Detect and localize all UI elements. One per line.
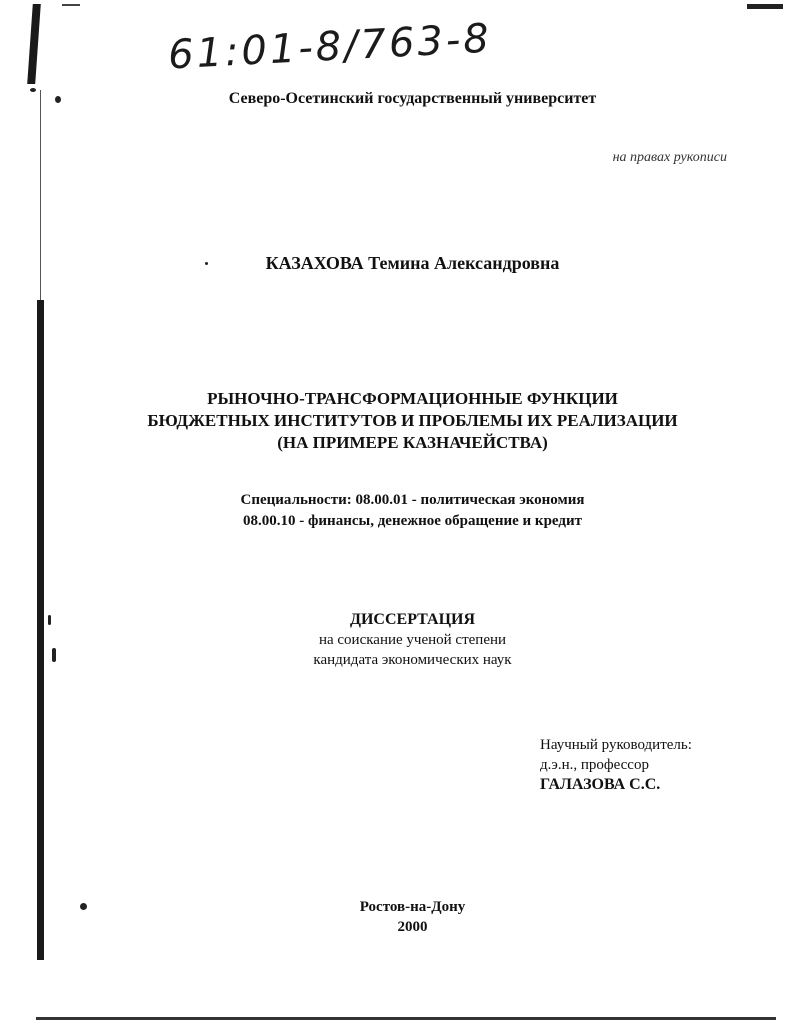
handwritten-archive-number: 61:01-8/763-8 [167,15,493,79]
supervisor-degree: д.э.н., профессор [540,757,649,773]
dissertation-heading: ДИССЕРТАЦИЯ [349,611,476,628]
title-line: РЫНОЧНО-ТРАНСФОРМАЦИОННЫЕ ФУНКЦИИ [207,389,618,408]
supervisor-block [540,735,692,795]
specialties [0,490,795,532]
scan-bottom-edge [36,1017,776,1020]
degree-line: кандидата экономических наук [313,652,512,668]
title-line: (НА ПРИМЕРЕ КАЗНАЧЕЙСТВА) [277,433,548,452]
place-and-year [0,897,795,937]
city-name: Ростов-на-Дону [359,899,466,915]
dissertation-type [0,610,795,670]
degree-line: на соискание ученой степени [318,632,507,648]
author-name: КАЗАХОВА Темина Александровна [265,253,560,273]
supervisor-label: Научный руководитель: [540,737,692,753]
supervisor-name: ГАЛАЗОВА С.С. [540,776,661,793]
manuscript-rights-note: на правах рукописи [612,150,727,165]
title-line: БЮДЖЕТНЫХ ИНСТИТУТОВ И ПРОБЛЕМЫ ИХ РЕАЛИЗАЦИИ [147,411,678,430]
university-name: Северо-Осетинский государственный университет [228,90,597,107]
year: 2000 [397,919,428,935]
scan-top-mark [62,4,80,6]
specialty-line: 08.00.10 - финансы, денежное обращение и кредит [243,513,582,529]
scan-edge-mark [27,4,41,84]
specialty-line: Специальности: 08.00.01 - политическая экономия [240,492,585,508]
dissertation-title [0,388,795,454]
scan-corner-mark [747,4,783,9]
